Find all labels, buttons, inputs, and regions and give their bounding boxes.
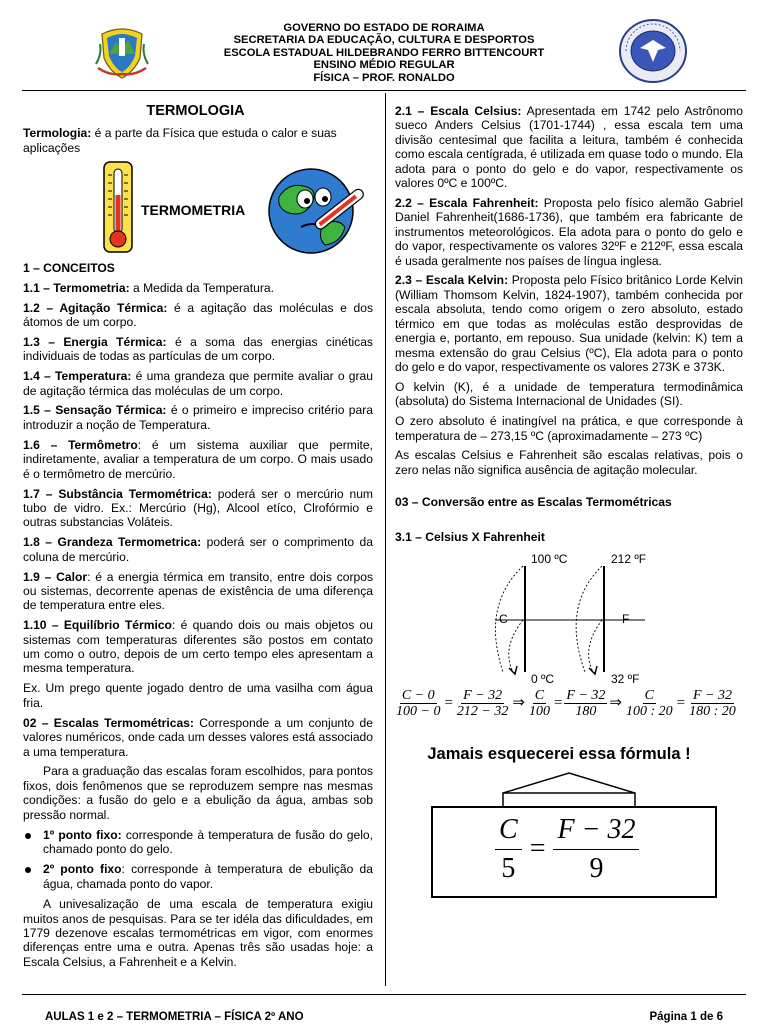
implies-arrow: ⇒ [512, 694, 525, 711]
absolute-zero-paragraph: O zero absoluto é inatingível na prática, e que corresponde à temperatura de – 273,15 ºC (aproximadamente – 273 ºC) [395, 414, 743, 443]
scale-item [395, 104, 743, 190]
section-2-number: 02 – [23, 715, 54, 730]
equals-sign: = [444, 694, 453, 711]
numerator: F − 32 [553, 811, 639, 850]
concept-number: 1.3 – [23, 334, 64, 349]
scale-text: Proposta pelo Físico britânico Lorde Kelvin (William Thomsom Kelvin, 1824-1907), também conhecida por escala absoluta, tendo como origem o zero absoluto, estado térmico em que todas as moléculas estão desprovidas de energia e, portanto, em repouso. Sua unidade (kelvin: K) tem a mesma extensão do grau Celsius (ºC), Ela adota para o ponto do gelo e do vapor, respectivamente os valores 273K e 373K. [395, 273, 744, 374]
right-column [395, 104, 743, 903]
denominator: 100 [528, 703, 550, 719]
label-100c: 100 ºC [531, 551, 568, 566]
concept-term: Equilíbrio Térmico [63, 618, 172, 633]
section-2-text: Corresponde a um conjunto de valores numéricos, onde cada um desses valores está associado a uma temperatura. [23, 715, 373, 759]
concept-item [23, 535, 373, 564]
concept-term: Substância Termométrica: [58, 486, 212, 501]
concept-term: Calor [56, 569, 88, 584]
section-2-paragraph [23, 716, 373, 759]
concept-term: Grandeza Termometrica: [57, 535, 202, 550]
section-2-term: Escalas Termométricas: [53, 715, 194, 730]
concept-term: Energia Térmica: [63, 334, 167, 349]
fraction [394, 688, 442, 719]
concept-text: : é um sistema auxiliar que permite, indiretamente, avaliar a temperatura de um corpo. O mais usado é o termômetro de mercúrio. [23, 437, 374, 481]
label-0c: 0 ºC [531, 671, 555, 686]
celsius-fahrenheit-diagram [395, 550, 743, 688]
fraction [687, 688, 738, 719]
list-item [23, 862, 373, 891]
numerator: F − 32 [566, 687, 606, 703]
concept-text: é a soma das energias cinéticas individuais de todas as partículas de um corpo. [23, 334, 373, 364]
concept-term: Termômetro [68, 437, 138, 452]
page-title: TERMOLOGIA [146, 103, 245, 119]
equals-sign: = [676, 694, 686, 711]
numerator: C [495, 811, 522, 850]
concept-number: 1.1 – [23, 280, 54, 295]
concept-term: Agitação Térmica: [59, 300, 168, 315]
section-1-heading: 1 – CONCEITOS [23, 260, 115, 275]
concept-number: 1.6 – [23, 437, 69, 452]
concept-term: Sensação Térmica: [55, 403, 167, 418]
concept-item [23, 281, 373, 295]
equals-sign: = [553, 694, 563, 711]
concept-text: é o primeiro e impreciso critério para introduzir a noção de Temperatura. [23, 403, 373, 432]
conversion-equation [394, 688, 743, 719]
scale-diagram-svg [395, 550, 743, 688]
column-divider [385, 93, 386, 986]
denominator: 180 : 20 [689, 703, 736, 719]
formula-slogan: Jamais esquecerei essa fórmula ! [427, 744, 691, 763]
formula-content [495, 811, 639, 888]
concept-text: é a agitação das moléculas e dos átomos de um corpo. [23, 300, 373, 329]
relative-scales-paragraph: As escalas Celsius e Fahrenheit são escalas relativas, pois o zero nelas não significa ausência de agitação molecular. [395, 448, 743, 477]
concept-term: Temperatura: [55, 369, 132, 384]
header-line-government: GOVERNO DO ESTADO DE RORAIMA [283, 22, 485, 34]
fraction [564, 688, 607, 719]
concept-text: poderá ser o comprimento da coluna de mercúrio. [23, 535, 373, 564]
concept-item [23, 438, 373, 481]
scale-term: Escala Fahrenheit: [429, 195, 539, 210]
scale-term: Escala Kelvin: [425, 273, 509, 288]
graduation-paragraph: Para a graduação das escalas foram escolhidos, para pontos fixos, dois fenômenos que se reproduzem sempre nas mesmas condições: a fusão do gelo e a ebulição da água, ambas sob pressão normal. [23, 764, 373, 822]
bullet-term: 1º ponto fixo: [43, 827, 122, 842]
example-paragraph: Ex. Um prego quente jogado dentro de uma vasilha com água fria. [23, 681, 373, 710]
bullet-text: : corresponde à temperatura de ebulição da água, chamada ponto do vapor. [43, 862, 373, 891]
concept-text: é uma grandeza que permite avaliar o grau de agitação térmica das moléculas de um corpo. [23, 369, 374, 398]
concept-item [23, 487, 373, 530]
universalization-paragraph: A univesalização de uma escala de temperatura exigiu muitos anos de pesquisas. Para se ter idéla das dificuldades, em 1779 dezenove escalas termométricas em vigor, com enormes diferenças entre uma e outra. Apenas três são usadas hoje: a Escala Celsius, a Fahrenheit e a Kelvin. [23, 897, 373, 969]
concept-item [23, 403, 373, 432]
label-212f: 212 ºF [611, 551, 647, 566]
fraction [455, 688, 510, 719]
fraction [527, 688, 552, 719]
label-32f: 32 ºF [611, 671, 640, 686]
header-line-secretariat: SECRETARIA DA EDUCAÇÃO, CULTURA E DESPORTOS [233, 34, 535, 47]
scales-list [395, 104, 743, 374]
fixed-points-list [23, 828, 373, 892]
celsius-fraction [495, 811, 522, 888]
concept-text: a Medida da Temperatura. [129, 280, 274, 295]
document-header [0, 22, 768, 84]
numerator: C [644, 687, 654, 703]
equals-sign: = [529, 833, 546, 865]
footer-divider [22, 994, 746, 995]
concepts-list [23, 281, 373, 676]
concept-item [23, 570, 373, 613]
concept-number: 1.10 – [23, 618, 64, 633]
scale-item [395, 273, 743, 374]
header-divider [22, 90, 746, 91]
intro-text: é a parte da Física que estuda o calor e suas aplicações [23, 126, 337, 155]
concept-item [23, 369, 373, 398]
globe-with-thermometer-icon [267, 161, 375, 257]
label-f: F [622, 611, 630, 626]
concept-number: 1.4 – [23, 369, 56, 384]
termometria-illustration-row [23, 161, 373, 257]
thermometer-icon [103, 161, 133, 253]
section-3-heading: 03 – Conversão entre as Escalas Termométricas [395, 495, 672, 510]
intro-paragraph [23, 126, 373, 155]
label-c: C [499, 611, 508, 626]
intro-term: Termologia: [23, 126, 92, 141]
numerator: F − 32 [463, 687, 503, 703]
denominator: 100 : 20 [626, 703, 673, 719]
concept-number: 1.9 – [23, 569, 57, 584]
footer-page-number: Página 1 de 6 [649, 1011, 723, 1023]
concept-number: 1.5 – [23, 403, 56, 418]
header-line-school: ESCOLA ESTADUAL HILDEBRANDO FERRO BITTENCOURT [223, 46, 545, 59]
kelvin-unit-paragraph: O kelvin (K), é a unidade de temperatura termodinâmica (absoluta) do Sistema Internacional de Unidades (SI). [395, 379, 743, 409]
left-column [23, 104, 373, 975]
fahrenheit-fraction [553, 811, 639, 888]
scale-number: 2.1 – [395, 104, 431, 118]
bullet-text: corresponde à temperatura de fusão do gelo, chamado ponto do gelo. [43, 827, 373, 856]
scale-item [395, 196, 743, 268]
list-item [23, 828, 373, 857]
scale-number: 2.3 – [395, 273, 426, 288]
fraction [624, 688, 675, 719]
header-line-level: ENSINO MÉDIO REGULAR [313, 59, 455, 72]
concept-number: 1.2 – [23, 300, 60, 315]
numerator: C [534, 687, 545, 703]
concept-item [23, 335, 373, 364]
concept-text: poderá ser o mercúrio num tubo de vidro. Ex.: Mercúrio (Hg), Alcool etíco, Clrofórmio e outras substancias Voláteis. [23, 486, 374, 530]
termometria-label: TERMOMETRIA [141, 201, 246, 218]
concept-text: : é quando dois ou mais objetos ou sistemas com temperaturas diferentes são postos em contato um como o outro, depois de um certo tempo eles apresentam a mesma temperatura. [23, 618, 373, 676]
page-footer [45, 1011, 723, 1023]
denominator: 5 [501, 852, 516, 884]
concept-text: : é a energia térmica em transito, entre dois corpos ou sistemas, decorrente apenas de existência de uma diferença de temperatura entre eles. [23, 569, 373, 613]
bullet-term: 2º ponto fixo [43, 862, 122, 877]
denominator: 100 − 0 [396, 703, 441, 719]
footer-lesson-title: AULAS 1 e 2 – TERMOMETRIA – FÍSICA 2º ANO [45, 1011, 304, 1023]
scale-term: Escala Celsius: [430, 104, 522, 118]
scale-text: Apresentada em 1742 pelo Astrônomo sueco Anders Celsius (1701-1744) , essa escala tem uma divisão centesimal que facilita a leitura, também é conhecida como escala centígrada, é utilizada em quase todo o mundo. Ela adota para o ponto do gelo e do vapor, respectivamente os valores 0ºC e 100ºC. [395, 104, 743, 191]
denominator: 9 [589, 852, 604, 884]
concept-item [23, 618, 373, 676]
concept-number: 1.8 – [23, 535, 58, 550]
scale-number: 2.2 – [395, 195, 430, 210]
section-3-1-heading: 3.1 – Celsius X Fahrenheit [395, 529, 545, 544]
denominator: 212 − 32 [456, 703, 509, 719]
concept-item [23, 301, 373, 330]
implies-arrow: ⇒ [609, 694, 622, 711]
numerator: F − 32 [692, 687, 732, 703]
final-formula-box [395, 771, 743, 903]
denominator: 180 [575, 703, 597, 719]
header-line-subject: FÍSICA – PROF. RONALDO [313, 71, 455, 84]
numerator: C − 0 [401, 687, 435, 703]
scale-text: Proposta pelo físico alemão Gabriel Daniel Fahrenheit(1686-1736), que também era fabricante de instrumentos meteorológicos. Ela adota para o ponto do gelo e do vapor, respectivamente os valores 32ºF e 212ºF, essa escala é usada geralmente nos países de língua inglesa. [395, 195, 743, 268]
concept-term: Termometria: [53, 280, 130, 295]
concept-number: 1.7 – [23, 486, 59, 501]
